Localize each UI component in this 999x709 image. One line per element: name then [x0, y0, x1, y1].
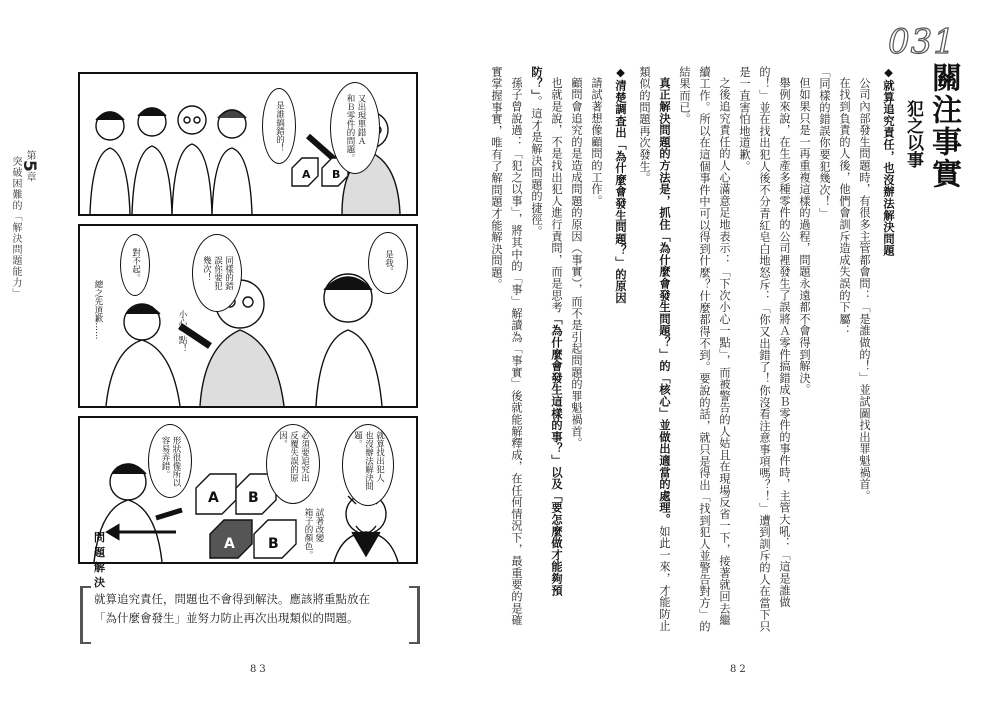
page-number-left: 83 [250, 664, 269, 675]
box-label-b: B [332, 168, 341, 181]
speech-bubble-boss: 又出現單錯Ａ 和Ｂ零件的問題。 [330, 82, 380, 174]
paragraph-10-post: 。這才是解決問題的捷徑。 [530, 95, 543, 238]
paragraph-11: 孫子曾說過：「犯之以事」，將其中的「事」解讀為「事實」後就能解釋成，在任何情況下，最重要的是確實掌握事實，唯有了解問題才能解決問題。 [490, 66, 523, 627]
problem-solved-label: 問題 解決 [94, 531, 105, 589]
heading-no-solution: ◆就算追究責任，也沒辦法解決問題 [882, 66, 895, 257]
speech-bubble-repeat: 同樣的錯 誤你要犯 幾次！ [192, 234, 242, 312]
paragraph-4: 但如果只是一再重複這樣的過程，問題永遠都不會得到解決。 [798, 77, 811, 396]
chapter-suffix: 章 [24, 171, 35, 182]
summary-bracket-left [80, 586, 91, 644]
chapter-prefix: 第 [24, 150, 35, 160]
comic-panel-1 [78, 72, 418, 216]
speech-bubble-sorry: 對不起。 [120, 234, 150, 296]
speech-bubble-shape: 形狀很像所以 容易弄錯。 [148, 424, 192, 498]
paragraph-5: 舉例來說，在生產多種零件的公司裡發生了誤將Ａ零件搞錯成Ｂ零件的事件時，主管大吼：「這是誰做的！」並在找出犯人後不分青紅皂白地怒斥：「你又出錯了！你沒看注意事項嗎？！」遭到訓斥的人在當下只是一直害怕地道歉。 [738, 66, 791, 633]
speech-bubble-who: 是誰搞錯的！ [262, 88, 296, 164]
paragraph-10 [526, 66, 566, 636]
box-label-b-colored: B [268, 536, 279, 552]
chapter-number: 5 [19, 160, 39, 172]
box-label-b-white: B [248, 490, 259, 506]
paragraph-7-rest: 如此一來，才能防止類似的問題再次發生。 [638, 66, 671, 632]
box-label-a-colored: A [224, 536, 235, 552]
comic-panel-3 [78, 416, 418, 589]
comic-strip [78, 72, 418, 589]
section-number: 031 [888, 22, 956, 62]
speech-bubble-sage: 就算找出犯人 也沒辦法解決問題。 [342, 424, 394, 506]
note-change-color: 試著改變 箱子的顏色。 [303, 508, 324, 559]
paragraph-10-pre: 也就是說，不是找出犯人進行責問，而是思考 [550, 77, 563, 314]
body-text [490, 66, 902, 636]
paragraph-3: 「同樣的錯誤你要犯幾次！」 [818, 66, 831, 220]
paragraph-9: 顧問會追究的是造成問題的原因（事實），而不是引起問題的罪魁禍首。 [570, 77, 583, 450]
heading-find-cause: ◆清楚調查出「為什麼會發生問題？」的原因 [614, 66, 627, 304]
summary-box [80, 590, 420, 638]
box-label-a-white: A [208, 490, 219, 506]
section-title: 關注事實 [926, 62, 961, 190]
narration-apologize: 總之先道歉…… [93, 280, 103, 340]
summary-bracket-right [409, 586, 420, 644]
speech-careful: 小心一點！ [177, 310, 187, 353]
summary-line-1: 就算追究責任，問題也不會得到解決。應該將重點放在 [94, 592, 370, 606]
paragraph-7-bold: 真正解決問題的方法是，抓住「為什麼會發生問題？」的「核心」並做出適當的處理。 [658, 77, 671, 526]
box-label-a: A [302, 168, 311, 181]
paragraph-6: 之後追究責任的人心滿意足地表示：「下次小心一點」，而被警告的人姑且在現場反省一下，接著就回去繼續工作。所以在這個事件中可以得到什麼？什麼都得不到。要說的話，就只是得出「找到犯人並警告對方」的結果而已。 [678, 66, 731, 633]
speech-bubble-cause: 必須要追究出 反覆失誤的原因。 [266, 424, 320, 504]
paragraph-2: 在找到負責的人後，他們會訓斥造成失誤的下屬： [838, 77, 851, 337]
comic-panel-2 [78, 224, 418, 408]
paragraph-7 [634, 66, 674, 636]
paragraph-1: 公司內部發生問題時，有很多主管都會問：「是誰做的！」並試圖找出罪魁禍首。 [858, 77, 871, 502]
paragraph-10-bold: 「為什麼會發生這樣的事？」以及「要怎麼做才能夠預防？」 [530, 66, 563, 597]
chapter-title: 突破困難的「解決問題能力」 [10, 156, 21, 299]
chapter-side-tab [10, 150, 39, 299]
section-subtitle: 犯之以事 [903, 100, 923, 168]
speech-bubble-me: 是我。 [368, 232, 408, 294]
summary-line-2: 「為什麼會發生」並努力防止再次出現類似的問題。 [94, 611, 359, 625]
paragraph-8: 請試著想像顧問的工作。 [590, 77, 603, 207]
page-number-right: 82 [730, 664, 749, 675]
